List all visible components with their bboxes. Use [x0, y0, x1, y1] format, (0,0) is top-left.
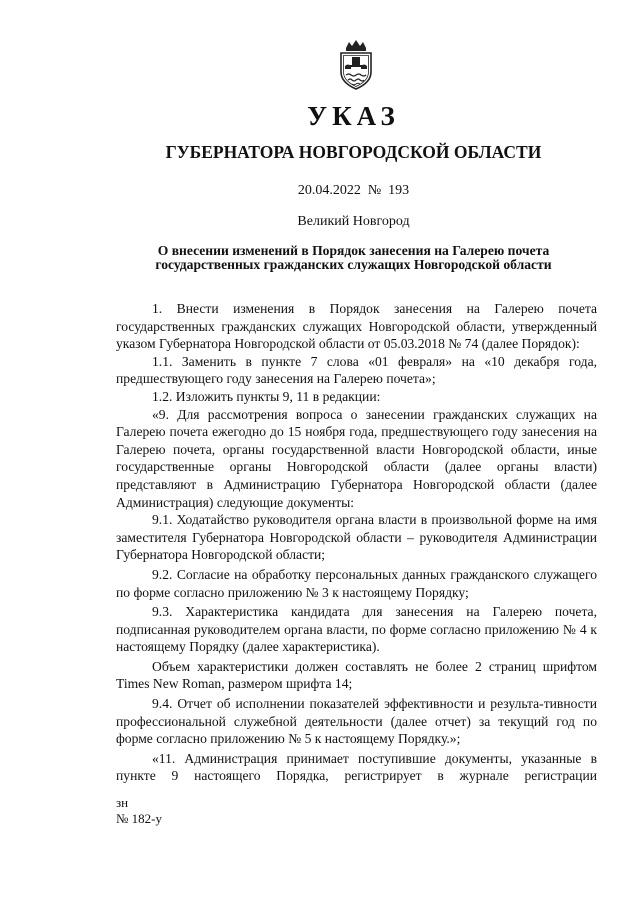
- date-number-line: [0, 183, 640, 199]
- city: Великий Новгород: [297, 214, 410, 229]
- document-body: [116, 300, 597, 785]
- paragraph: «9. Для рассмотрения вопроса о занесении гражданских служащих на Галерею почета ежегодно до 15 ноября года, предшествующего году занесения на Галерею почета, органы государственной власти Новгородской области, иные государственные органы Новгородской области (далее органы власти) представляют в Администрацию Губернатора Новгородской области (далее Администрация) следующие документы:: [116, 406, 597, 510]
- issuer-title: ГУБЕРНАТОРА НОВГОРОДСКОЙ ОБЛАСТИ: [165, 142, 542, 162]
- executor-initials: зн: [116, 795, 129, 810]
- paragraph: 9.2. Согласие на обработку персональных данных гражданского служащего по форме согласно приложению № 3 к настоящему Порядку;: [116, 566, 597, 600]
- heading-line: государственных гражданских служащих Новгородской области: [155, 257, 552, 272]
- paragraph: 9.3. Характеристика кандидата для занесения на Галерею почета, подписанная руководителем органа власти, по форме согласно приложению № 4 к настоящему Порядку (далее характеристика).: [116, 604, 597, 655]
- decree-number: 193: [388, 183, 410, 198]
- paragraph: 1. Внести изменения в Порядок занесения на Галерею почета государственных гражданских служащих Новгородской области, утвержденный указом Губернатора Новгородской области от 05.03.2018 № 74 (далее Порядок):: [116, 301, 597, 352]
- document-title: УКАЗ: [307, 101, 400, 131]
- paragraph: «11. Администрация принимает поступившие документы, указанные в пункте 9 настоящего Порядка, регистрирует в журнале регистрации: [116, 750, 597, 784]
- number-sign: №: [367, 183, 382, 198]
- paragraph: 1.2. Изложить пункты 9, 11 в редакции:: [152, 388, 381, 404]
- paragraph: 9.1. Ходатайство руководителя органа власти в произвольной форме на имя заместителя Губернатора Новгородской области – руководителя Администрации Губернатора Новгородской области;: [116, 512, 597, 563]
- novgorod-coat-of-arms-icon: [337, 40, 375, 90]
- registration-number: № 182-у: [116, 811, 162, 826]
- decree-date: 20.04.2022: [297, 183, 361, 198]
- paragraph: 9.4. Отчет об исполнении показателей эффективности и результа-тивности профессиональной служебной деятельности (далее отчет) за текущий год по форме согласно приложению № 5 к настоящему Порядку.»;: [116, 696, 597, 747]
- heading-line: О внесении изменений в Порядок занесения на Галерею почета: [157, 243, 550, 258]
- paragraph: Объем характеристики должен составлять не более 2 страниц шрифтом Times New Roman, размером шрифта 14;: [116, 658, 597, 692]
- paragraph: 1.1. Заменить в пункте 7 слова «01 февраля» на «10 декабря года, предшествующего году занесения на Галерею почета»;: [116, 353, 597, 387]
- footer-note: [116, 795, 162, 827]
- document-heading: [0, 244, 640, 272]
